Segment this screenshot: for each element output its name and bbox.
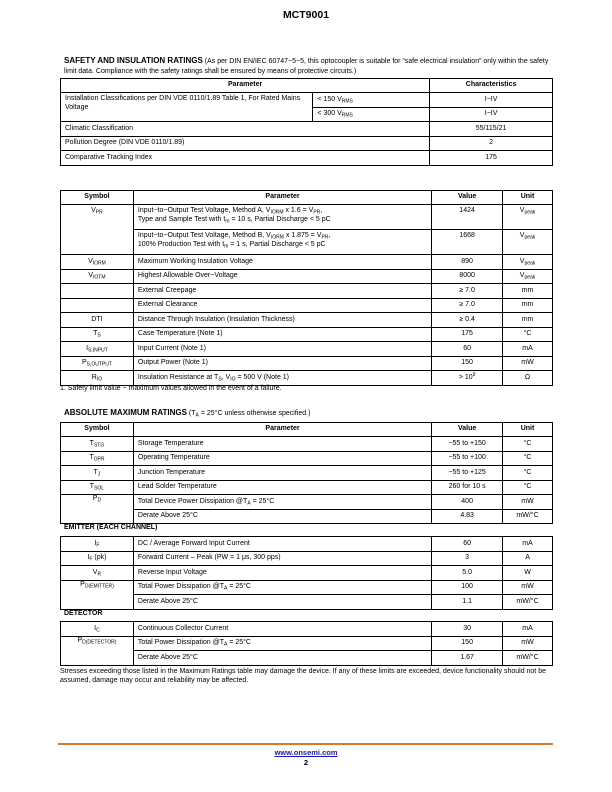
symbol-cell: $I_C$ (61, 622, 134, 637)
param-cell: Derate Above 25°C (133, 651, 431, 666)
param-cell: Input−to−Output Test Voltage, Method B, $V_{IORM}$ x $1.875 = V_{PR}$, 100% Production Test with $t_m = 1$ s, Partial Discharge < 5 pC (133, 230, 431, 255)
value-cell: 175 (432, 327, 503, 342)
param-cell: Total Power Dissipation $@T_A = 25^\circ C$ (133, 580, 431, 595)
table-row (61, 509, 553, 524)
safety-intro: (As per DIN EN/IEC 60747−5−5, this optocoupler is suitable for “safe electrical insulation” only within the safety limit data. Compliance with the safety ratings shall be ensured by means of protective circuits.) (64, 58, 549, 75)
param-cell: Insulation Resistance at $T_S$, $V_{IO} = 500$ V (Note 1) (133, 371, 431, 386)
symbol-cell: $V_{IORM}$ (61, 255, 134, 270)
detector-heading: DETECTOR (64, 610, 103, 617)
unit-cell: mA (503, 342, 553, 357)
voltage-condition: < 150 $V_{RMS}$ (313, 93, 430, 108)
symbol-cell: $P_{S,OUTPUT}$ (61, 356, 134, 371)
table-row (61, 151, 553, 166)
param-cell: Pollution Degree (DIN VDE 0110/1.89) (61, 136, 430, 151)
param-cell: Input Current (Note 1) (133, 342, 431, 357)
param-cell: External Creepage (133, 284, 431, 299)
value-cell: 60 (432, 342, 503, 357)
value-cell: 400 (432, 495, 503, 510)
symbol-cell: $V_{IOTM}$ (61, 269, 134, 284)
unit-cell: mA (503, 622, 553, 637)
page-number: 2 (303, 758, 309, 767)
symbol-cell: $T_S$ (61, 327, 134, 342)
col-unit: Unit (503, 423, 553, 437)
symbol-cell: $T_J$ (61, 466, 134, 481)
emitter-table (60, 536, 553, 610)
param-cell: External Clearance (133, 298, 431, 313)
table-header-row (61, 79, 553, 93)
col-parameter: Parameter (133, 191, 431, 205)
param-cell: Derate Above 25°C (133, 595, 431, 610)
absmax-table (60, 422, 553, 524)
param-cell: Total Power Dissipation $@T_A = 25^\circ C$ (133, 636, 431, 651)
safety-heading: SAFETY AND INSULATION RATINGS (64, 56, 203, 65)
table-row (61, 230, 553, 255)
param-cell: Storage Temperature (133, 437, 431, 452)
col-symbol: Symbol (61, 191, 134, 205)
param-cell: DC / Average Forward Input Current (133, 537, 431, 552)
unit-cell: $V_{peak}$ (503, 255, 553, 270)
class-value: I−IV (430, 107, 553, 122)
unit-cell: mW (503, 580, 553, 595)
table-row (61, 284, 553, 299)
param-cell: Maximum Working Insulation Voltage (133, 255, 431, 270)
table-row (61, 93, 553, 108)
footnote-1: 1. Safety limit value − maximum values allowed in the event of a failure. (60, 385, 282, 392)
value-cell: 1668 (432, 230, 503, 255)
table-row (61, 313, 553, 328)
document-title: MCT9001 (282, 9, 330, 21)
value-cell: 55/115/21 (430, 122, 553, 137)
value-cell: 2 (430, 136, 553, 151)
symbol-cell: $I_F$ (61, 537, 134, 552)
symbol-cell: $V_R$ (61, 566, 134, 581)
unit-cell: $V_{peak}$ (503, 269, 553, 284)
table-row (61, 122, 553, 137)
value-cell: ≥ 7.0 (432, 298, 503, 313)
unit-cell: W (503, 566, 553, 581)
col-parameter: Parameter (61, 79, 430, 93)
table-row (61, 451, 553, 466)
table-row (61, 255, 553, 270)
col-parameter: Parameter (133, 423, 431, 437)
value-cell: 890 (432, 255, 503, 270)
unit-cell: mW (503, 495, 553, 510)
param-cell: Total Device Power Dissipation $@T_A = 25^\circ C$ (133, 495, 431, 510)
col-symbol: Symbol (61, 423, 134, 437)
unit-cell: °C (503, 480, 553, 495)
unit-cell: mA (503, 537, 553, 552)
absmax-heading: ABSOLUTE MAXIMUM RATINGS (64, 408, 187, 417)
col-unit: Unit (503, 191, 553, 205)
param-cell: Reverse Input Voltage (133, 566, 431, 581)
value-cell: 3 (432, 551, 503, 566)
symbol-cell (61, 298, 134, 313)
table-row (61, 537, 553, 552)
stress-note: Stresses exceeding those listed in the Maximum Ratings table may damage the device. If any of these limits are exceeded, device functionality should not be assumed, damage may occur and reliability may be affected. (60, 668, 546, 684)
class-value: I−IV (430, 93, 553, 108)
symbol-cell (61, 284, 134, 299)
value-cell: 175 (430, 151, 553, 166)
value-cell: 1.1 (432, 595, 503, 610)
param-cell: Lead Solder Temperature (133, 480, 431, 495)
unit-cell: °C (503, 437, 553, 452)
unit-cell: mm (503, 298, 553, 313)
param-cell: Output Power (Note 1) (133, 356, 431, 371)
unit-cell: mW/°C (503, 509, 553, 524)
table-row (61, 495, 553, 510)
safety-heading-block (64, 56, 554, 76)
unit-cell: mW/°C (503, 595, 553, 610)
table-row (61, 356, 553, 371)
table-row (61, 205, 553, 230)
value-cell: 4.83 (432, 509, 503, 524)
table-row (61, 636, 553, 651)
table-row (61, 298, 553, 313)
table-row (61, 480, 553, 495)
table-header-row (61, 191, 553, 205)
value-cell: 150 (432, 356, 503, 371)
value-cell: 8000 (432, 269, 503, 284)
symbol-cell: $P_{D(EMITTER)}$ (61, 580, 134, 609)
value-cell: 1.67 (432, 651, 503, 666)
param-cell: Climatic Classification (61, 122, 430, 137)
unit-cell: A (503, 551, 553, 566)
symbol-cell: $T_{SOL}$ (61, 480, 134, 495)
value-cell: ≥ 7.0 (432, 284, 503, 299)
voltage-condition: < 300 $V_{RMS}$ (313, 107, 430, 122)
col-value: Value (432, 191, 503, 205)
unit-cell: mm (503, 284, 553, 299)
symbol-cell: $R_{IO}$ (61, 371, 134, 386)
unit-cell: $V_{peak}$ (503, 230, 553, 255)
table-row (61, 327, 553, 342)
table-row (61, 269, 553, 284)
table-row (61, 551, 553, 566)
table-row (61, 136, 553, 151)
absmax-condition: ($T_A = 25^\circ C$ unless otherwise specified.) (188, 410, 311, 419)
table-row (61, 622, 553, 637)
website-link[interactable]: www.onsemi.com (274, 748, 338, 757)
detector-table (60, 621, 553, 666)
unit-cell: mW/°C (503, 651, 553, 666)
value-cell: −55 to +100 (432, 451, 503, 466)
param-cell: Junction Temperature (133, 466, 431, 481)
value-cell: 150 (432, 636, 503, 651)
value-cell: 100 (432, 580, 503, 595)
table-row (61, 566, 553, 581)
table-row (61, 466, 553, 481)
footer-rule (58, 743, 553, 745)
table-row (61, 342, 553, 357)
param-cell: Case Temperature (Note 1) (133, 327, 431, 342)
symbol-cell: $I_{S,INPUT}$ (61, 342, 134, 357)
value-cell: ≥ 0.4 (432, 313, 503, 328)
unit-cell: $V_{peak}$ (503, 205, 553, 230)
value-cell: 260 for 10 s (432, 480, 503, 495)
table-header-row (61, 423, 553, 437)
emitter-heading: EMITTER (EACH CHANNEL) (64, 524, 158, 531)
value-cell: 30 (432, 622, 503, 637)
table-row (61, 580, 553, 595)
param-cell: Input−to−Output Test Voltage, Method A, $V_{IORM}$ x $1.6 = V_{PR}$, Type and Sample Test with $t_m = 10$ s, Partial Discharge < 5 pC (133, 205, 431, 230)
symbol-cell: $V_{PR}$ (61, 205, 134, 255)
install-class-label: Installation Classifications per DIN VDE 0110/1.89 Table 1, For Rated Mains Voltage (61, 93, 313, 122)
unit-cell: mm (503, 313, 553, 328)
symbol-cell: $T_{OPR}$ (61, 451, 134, 466)
value-cell: 60 (432, 537, 503, 552)
table-row (61, 651, 553, 666)
param-cell: Operating Temperature (133, 451, 431, 466)
unit-cell: mW (503, 636, 553, 651)
param-cell: Distance Through Insulation (Insulation Thickness) (133, 313, 431, 328)
value-cell: 1424 (432, 205, 503, 230)
value-cell: −55 to +150 (432, 437, 503, 452)
unit-cell: °C (503, 451, 553, 466)
param-cell: Continuous Collector Current (133, 622, 431, 637)
table-row (61, 437, 553, 452)
col-characteristics: Characteristics (430, 79, 553, 93)
symbol-cell: $T_{STG}$ (61, 437, 134, 452)
symbol-cell: DTI (61, 313, 134, 328)
table-row (61, 595, 553, 610)
absmax-heading-block (64, 408, 554, 419)
unit-cell: mW (503, 356, 553, 371)
unit-cell: °C (503, 466, 553, 481)
symbol-cell: $P_{D(DETECTOR)}$ (61, 636, 134, 665)
table-row (61, 371, 553, 386)
param-cell: Forward Current – Peak (PW = 1 μs, 300 pps) (133, 551, 431, 566)
unit-cell: Ω (503, 371, 553, 386)
param-cell: Highest Allowable Over−Voltage (133, 269, 431, 284)
symbol-cell: $P_D$ (61, 495, 134, 524)
col-value: Value (432, 423, 503, 437)
value-cell: > $10^9$ (432, 371, 503, 386)
safety-table (60, 78, 553, 166)
value-cell: 5.0 (432, 566, 503, 581)
unit-cell: °C (503, 327, 553, 342)
symbol-cell: $I_F$ (pk) (61, 551, 134, 566)
param-cell: Comparative Tracking Index (61, 151, 430, 166)
value-cell: −55 to +125 (432, 466, 503, 481)
insulation-table (60, 190, 553, 386)
param-cell: Derate Above 25°C (133, 509, 431, 524)
